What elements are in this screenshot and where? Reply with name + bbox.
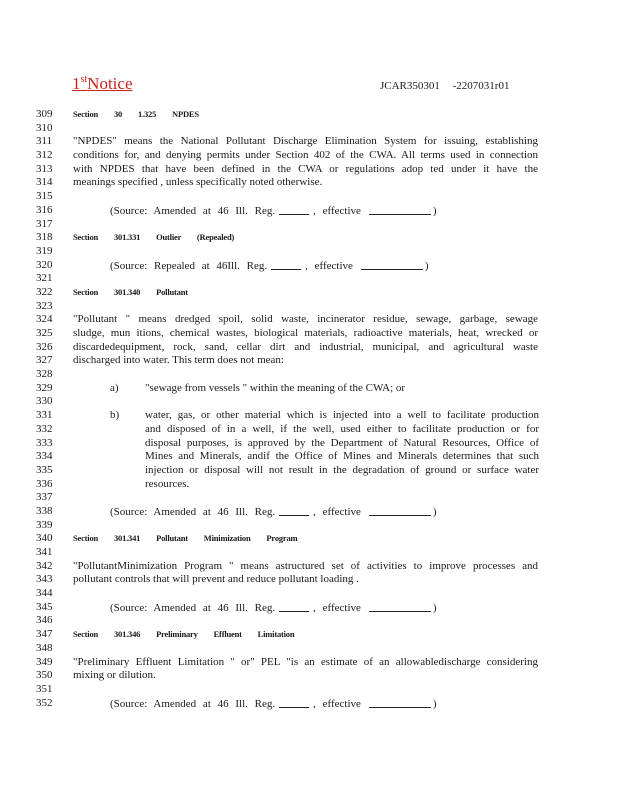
line-text: "NPDES" means the National Pollutant Discharge Elimination System for issuing, establishing [73, 135, 538, 148]
source-note-text: ) [424, 259, 429, 272]
line-number: 337 [36, 491, 53, 504]
line-number: 333 [36, 436, 53, 449]
line-314 [0, 176, 618, 190]
source-note-text: Amended at 46 Ill. Reg. [153, 505, 276, 518]
source-note-text: (Source: [110, 259, 148, 272]
line-number: 322 [36, 285, 53, 298]
line-320 [0, 259, 618, 273]
line-328 [0, 368, 618, 382]
line-309 [0, 108, 618, 122]
line-number: 346 [36, 614, 53, 627]
volume-blank [279, 697, 309, 708]
line-336 [0, 478, 618, 492]
line-number: 339 [36, 518, 53, 531]
line-333 [0, 437, 618, 451]
line-text: resources. [145, 477, 190, 490]
source-note-text: , effective [313, 601, 361, 614]
source-note-text: Amended at 46 Ill. Reg. [153, 697, 276, 710]
section-heading-npdes: Section 30 1.325 NPDES [73, 109, 199, 119]
line-number: 309 [36, 108, 53, 120]
line-339 [0, 519, 618, 533]
line-number: 341 [36, 546, 53, 558]
line-text: mixing or dilution. [73, 669, 156, 682]
line-number: 330 [36, 395, 53, 408]
line-352 [0, 697, 618, 711]
line-number: 326 [36, 340, 53, 353]
line-318 [0, 231, 618, 245]
volume-blank [279, 601, 309, 612]
line-338 [0, 505, 618, 519]
first-notice-label [72, 74, 133, 94]
line-number: 334 [36, 450, 53, 463]
source-note-text: (Source: [110, 505, 148, 518]
line-345 [0, 601, 618, 615]
line-number: 313 [36, 162, 53, 175]
source-note-text: , effective [313, 204, 361, 217]
source-note [110, 259, 429, 274]
line-number: 315 [36, 190, 53, 203]
line-text: "Preliminary Effluent Limitation " or" PEL "is an estimate of an allowabledischarge considering [73, 655, 538, 668]
date-blank [369, 601, 431, 612]
line-329 [0, 382, 618, 396]
section-heading-pollutant: Section 301.340 Pollutant [73, 286, 188, 297]
volume-blank [279, 204, 309, 215]
source-note-text: Amended at 46 Ill. Reg. [153, 204, 276, 217]
line-text: with NPDES that have been defined in the CWA or regulations adop ted under it have the [73, 162, 538, 175]
line-334 [0, 450, 618, 464]
line-number: 340 [36, 532, 53, 545]
line-number: 314 [36, 176, 53, 189]
line-351 [0, 683, 618, 697]
source-note [110, 505, 437, 520]
source-note-text: ) [432, 697, 437, 710]
line-321 [0, 272, 618, 286]
line-319 [0, 245, 618, 259]
line-number: 321 [36, 272, 53, 285]
line-322 [0, 286, 618, 300]
line-348 [0, 642, 618, 656]
source-note-text: , effective [313, 505, 361, 518]
line-text: conditions for, and denying permits under Section 402 of the CWA. All terms used in connection [73, 149, 538, 162]
line-number: 318 [36, 231, 53, 244]
source-note-text: (Source: [110, 601, 148, 614]
line-number: 311 [36, 135, 53, 148]
line-number: 329 [36, 381, 53, 394]
line-text: discardedequipment, rock, sand, cellar dirt and industrial, municipal, and agricultural waste [73, 340, 538, 353]
line-331 [0, 409, 618, 423]
line-text: "PollutantMinimization Program " means astructured set of activities to improve processes and [73, 559, 538, 572]
section-heading-preliminary-effluent-limitation: Section 301.346 Preliminary Effluent Limitation [73, 629, 295, 640]
line-325 [0, 327, 618, 341]
notice-text: st [80, 74, 88, 85]
date-blank [369, 505, 431, 516]
line-346 [0, 614, 618, 628]
line-317 [0, 218, 618, 232]
line-number: 327 [36, 354, 53, 367]
volume-blank [271, 259, 301, 270]
date-blank [369, 697, 431, 708]
line-text: Mines and Minerals, andif the Office of Mines and Minerals determines that such [145, 450, 539, 463]
line-323 [0, 300, 618, 314]
list-marker: a) [110, 381, 119, 394]
line-text: "Pollutant " means dredged spoil, solid waste, incinerator residue, sewage, garbage, sewage [73, 313, 538, 326]
source-note-text: , effective [313, 697, 361, 710]
section-heading-pollutant-minimization: Section 301.341 Pollutant Minimization Program [73, 533, 298, 544]
page-header [72, 74, 592, 96]
line-335 [0, 464, 618, 478]
section-heading-outlier: Section 301.331 Outlier (Repealed) [73, 232, 235, 243]
line-number: 316 [36, 203, 53, 216]
line-text: sludge, mun itions, chemical wastes, biological materials, radioactive materials, heat, wrecked or [73, 327, 538, 339]
line-number: 332 [36, 422, 53, 435]
line-350 [0, 669, 618, 683]
line-343 [0, 573, 618, 587]
line-number: 324 [36, 313, 53, 326]
source-note-text: (Source: [110, 697, 148, 710]
line-text: "sewage from vessels " within the meaning of the CWA; or [145, 381, 406, 394]
line-number: 349 [36, 655, 53, 668]
notice-text: Notice [87, 74, 133, 93]
line-number: 312 [36, 149, 53, 162]
line-330 [0, 395, 618, 409]
source-note [110, 601, 437, 616]
line-number: 347 [36, 628, 53, 641]
line-341 [0, 546, 618, 560]
date-blank [369, 204, 431, 215]
notice-text: 1 [72, 74, 81, 93]
source-note-text: Amended at 46 Ill. Reg. [153, 601, 276, 614]
line-number: 319 [36, 244, 53, 257]
line-number: 328 [36, 368, 53, 381]
source-note [110, 697, 437, 712]
line-324 [0, 313, 618, 327]
line-number: 336 [36, 477, 53, 490]
source-note-text: ) [432, 601, 437, 614]
line-number: 344 [36, 587, 53, 600]
line-349 [0, 656, 618, 670]
line-number: 335 [36, 463, 53, 476]
line-number: 352 [36, 696, 53, 709]
date-blank [361, 259, 423, 270]
source-note-text: ) [432, 505, 437, 518]
line-337 [0, 491, 618, 505]
line-number: 350 [36, 669, 53, 682]
line-344 [0, 587, 618, 601]
line-number: 342 [36, 559, 53, 572]
line-316 [0, 204, 618, 218]
line-number: 338 [36, 504, 53, 517]
volume-blank [279, 505, 309, 516]
source-note-text: ) [432, 204, 437, 217]
line-312 [0, 149, 618, 163]
line-number: 331 [36, 409, 53, 422]
document-body [0, 108, 618, 710]
line-332 [0, 423, 618, 437]
line-text: water, gas, or other material which is injected into a well to facilitate production [145, 409, 539, 422]
line-347 [0, 628, 618, 642]
line-number: 323 [36, 299, 53, 312]
line-number: 351 [36, 682, 53, 695]
line-text: and disposed of in a well, if the well, used either to facilitate production or for [145, 422, 539, 435]
line-340 [0, 532, 618, 546]
line-text: discharged into water. This term does not mean: [73, 354, 284, 367]
source-note-text: Repealed at 46Ill. Reg. [154, 259, 268, 272]
line-text: pollutant controls that will prevent and reduce pollutant loading . [73, 573, 359, 586]
source-note [110, 204, 437, 219]
line-342 [0, 560, 618, 574]
document-code: JCAR350301 -2207031r01 [380, 80, 510, 92]
line-number: 320 [36, 258, 53, 271]
line-number: 317 [36, 217, 53, 230]
line-326 [0, 341, 618, 355]
line-number: 343 [36, 573, 53, 586]
list-marker: b) [110, 409, 120, 422]
line-number: 345 [36, 600, 53, 613]
source-note-text: (Source: [110, 204, 148, 217]
line-number: 325 [36, 327, 53, 339]
line-311 [0, 135, 618, 149]
line-text: injection or disposal will not result in the degradation of ground or surface water [145, 463, 539, 476]
line-315 [0, 190, 618, 204]
line-number: 310 [36, 121, 53, 134]
line-text: disposal purposes, is approved by the Department of Natural Resources, Office of [145, 436, 539, 449]
line-327 [0, 354, 618, 368]
line-text: meanings specified , unless specifically noted otherwise. [73, 176, 323, 189]
line-number: 348 [36, 641, 53, 654]
source-note-text: , effective [305, 259, 353, 272]
line-313 [0, 163, 618, 177]
line-310 [0, 122, 618, 136]
